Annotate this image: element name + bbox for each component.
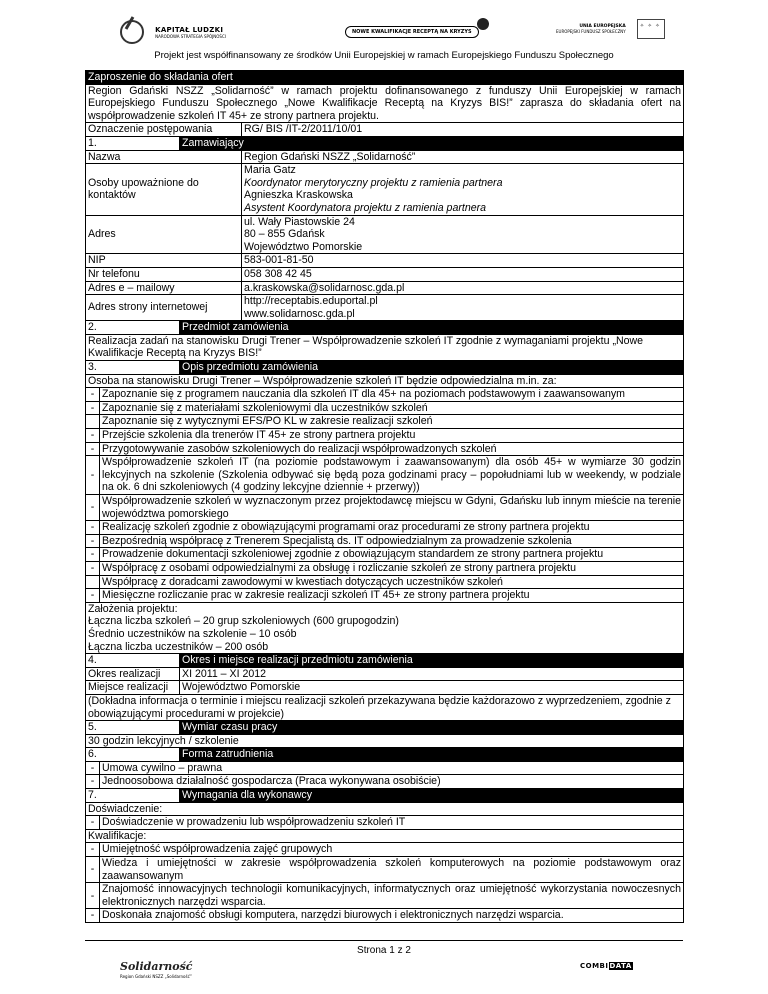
section-3-list-item-dash: - — [86, 495, 100, 521]
section-4-number: 4. — [86, 654, 180, 668]
section-3-list-item — [86, 429, 684, 443]
eu-logo-title: UNIA EUROPEJSKA — [579, 24, 626, 29]
osoba-1-role: Koordynator merytoryczny projektu z ramienia partnera — [244, 176, 503, 189]
page-header — [0, 0, 768, 68]
section-3-list-item — [86, 589, 684, 603]
kwalifikacje-list-item-dash: - — [86, 843, 100, 857]
nip-label: NIP — [86, 254, 242, 268]
miejsce-row — [86, 681, 684, 695]
doswiadczenie-title-row — [86, 802, 684, 816]
zalozenia-row — [86, 602, 684, 653]
telefon-row — [86, 267, 684, 281]
kwalifikacje-list-item-text: Umiejętność współprowadzenia zajęć grupowych — [100, 843, 684, 857]
oznaczenie-label: Oznaczenie postępowania — [86, 123, 242, 137]
adres-value — [242, 215, 684, 254]
section-4-header — [86, 654, 684, 668]
kwalifikacje-list-item — [86, 857, 684, 883]
section-4-note: (Dokładna informacja o terminie i miejscu realizacji szkoleń przekazywana będzie każdorazowo z wyprzedzeniem, zgodnie z obowiązującymi procedurami w projekcie) — [86, 694, 684, 720]
section-6-number: 6. — [86, 748, 180, 762]
section-3-list-item-dash: - — [86, 456, 100, 495]
www-link-2[interactable]: www.solidarnosc.gda.pl — [244, 307, 355, 320]
kapital-ludzki-title: KAPITAŁ LUDZKI — [155, 25, 224, 34]
section-4-title: Okres i miejsce realizacji przedmiotu zamówienia — [180, 654, 684, 668]
eu-logo-subtitle: EUROPEJSKI FUNDUSZ SPOŁECZNY — [556, 29, 626, 34]
section-3-list-item-dash — [86, 575, 100, 589]
osoba-2-name: Agnieszka Kraskowska — [244, 189, 353, 202]
section-3-list-item-text: Prowadzenie dokumentacji szkoleniowej zgodnie z obowiązującym standardem ze strony partnera projektu — [100, 548, 684, 562]
eu-flag-icon — [637, 19, 665, 39]
nowe-kwalifikacje-logo-text: NOWE KWALIFIKACJE RECEPTĄ NA KRYZYS — [345, 26, 479, 38]
cofinancing-note: Projekt jest współfinansowany ze środków Unii Europejskiej w ramach Europejskiego Funduszu Społecznego — [154, 50, 614, 61]
osoby-label: Osoby upoważnione do kontaktów — [86, 164, 242, 215]
combidata-logo-a: COMBI — [580, 962, 609, 970]
document-body — [85, 70, 683, 923]
section-3-list-item-text: Współprowadzenie szkoleń w wyznaczonym przez projektodawcę miejscu w Gdyni, Gdańsku lub innym mieście na terenie województwa pomorskiego — [100, 495, 684, 521]
www-value — [242, 295, 684, 321]
miejsce-label: Miejsce realizacji — [86, 681, 180, 695]
eu-logo — [556, 18, 665, 39]
nowe-kwalifikacje-logo — [345, 18, 489, 38]
oznaczenie-value: RG/ BIS /IT-2/2011/10/01 — [242, 123, 684, 137]
www-link-1[interactable]: http://receptabis.eduportal.pl — [244, 295, 378, 308]
email-value[interactable]: a.kraskowska@solidarnosc.gda.pl — [242, 281, 684, 295]
email-label: Adres e – mailowy — [86, 281, 242, 295]
kwalifikacje-list-item-dash: - — [86, 857, 100, 883]
zalozenia-3: Łączna liczba uczestników – 200 osób — [88, 640, 269, 653]
intro-text: Region Gdański NSZZ „Solidarność” w ramach projektu dofinansowanego z funduszy Unii Europejskiej w ramach Europejskiego Funduszu Społecznego „Nowe Kwalifikacje Receptą na Kryzys BIS!” zaprasza do składania ofert na współprowadzenie szkoleń IT 45+ ze strony partnera projektu. — [86, 84, 684, 123]
doswiadczenie-list — [86, 816, 684, 830]
section-3-list-item — [86, 575, 684, 589]
section-6-list-item-text: Umowa cywilno – prawna — [100, 761, 684, 775]
kapital-ludzki-logo — [120, 20, 226, 44]
doc-title-row — [86, 71, 684, 85]
kwalifikacje-list-item-text: Znajomość innowacyjnych technologii komunikacyjnych, informatycznych oraz umiejętność wykorzystania nowoczesnych elektronicznych narzędzi wsparcia. — [100, 883, 684, 909]
section-3-list-item — [86, 521, 684, 535]
section-3-list-item — [86, 495, 684, 521]
section-6-list-item — [86, 761, 684, 775]
section-1-number: 1. — [86, 136, 180, 150]
section-3-intro: Osoba na stanowisku Drugi Trener – Współprowadzenie szkoleń IT będzie odpowiedzialna m.in. za: — [86, 374, 684, 388]
section-3-list-item — [86, 561, 684, 575]
doswiadczenie-list-item-text: Doświadczenie w prowadzeniu lub współprowadzeniu szkoleń IT — [100, 816, 684, 830]
section-3-list-item-dash: - — [86, 548, 100, 562]
section-3-list-item-text: Przygotowywanie zasobów szkoleniowych do realizacji współprowadzonych szkoleń — [100, 442, 684, 456]
nip-row — [86, 254, 684, 268]
footer-divider — [85, 940, 683, 941]
section-6-list-item-text: Jednoosobowa działalność gospodarcza (Praca wykonywana osobiście) — [100, 775, 684, 789]
section-3-list-item-dash: - — [86, 561, 100, 575]
section-6-title: Forma zatrudnienia — [180, 748, 684, 762]
kwalifikacje-title: Kwalifikacje: — [86, 829, 684, 843]
section-5-title: Wymiar czasu pracy — [180, 721, 684, 735]
section-3-list-item-text: Przejście szkolenia dla trenerów IT 45+ ze strony partnera projektu — [100, 429, 684, 443]
zalozenia-title: Założenia projektu: — [88, 602, 178, 615]
section-3-list-item-text: Współpracę z doradcami zawodowymi w kwestiach dotyczących uczestników szkoleń — [100, 575, 684, 589]
kapital-ludzki-mark-icon — [120, 20, 144, 44]
section-5-number: 5. — [86, 721, 180, 735]
telefon-value: 058 308 42 45 — [242, 267, 684, 281]
section-6-list-item-dash: - — [86, 761, 100, 775]
doswiadczenie-title: Doświadczenie: — [86, 802, 684, 816]
section-6-list-item-dash: - — [86, 775, 100, 789]
osoby-value — [242, 164, 684, 215]
intro-row — [86, 84, 684, 123]
section-7-title: Wymagania dla wykonawcy — [180, 789, 684, 803]
miejsce-value: Województwo Pomorskie — [180, 681, 684, 695]
oznaczenie-row — [86, 123, 684, 137]
nazwa-row — [86, 150, 684, 164]
www-label: Adres strony internetowej — [86, 295, 242, 321]
adres-row — [86, 215, 684, 254]
kwalifikacje-list — [86, 843, 684, 923]
solidarnosc-logo — [120, 955, 192, 979]
email-row — [86, 281, 684, 295]
nip-value: 583-001-81-50 — [242, 254, 684, 268]
section-3-list-item-dash: - — [86, 534, 100, 548]
section-3-number: 3. — [86, 361, 180, 375]
section-3-intro-row — [86, 374, 684, 388]
osoby-row — [86, 164, 684, 215]
section-3-list-item-text: Realizację szkoleń zgodnie z obowiązującymi programami oraz procedurami ze strony partnera projektu — [100, 521, 684, 535]
kwalifikacje-list-item — [86, 909, 684, 923]
adres-region: Województwo Pomorskie — [244, 240, 363, 253]
section-6-list-item — [86, 775, 684, 789]
page-number: Strona 1 z 2 — [357, 945, 411, 956]
solidarnosc-logo-subtitle: Region Gdański NSZZ „Solidarność” — [120, 974, 192, 979]
solidarnosc-logo-word: Solidarność — [120, 960, 193, 973]
kwalifikacje-list-item — [86, 843, 684, 857]
okres-value: XI 2011 – XI 2012 — [180, 667, 684, 681]
section-5-text: 30 godzin lekcyjnych / szkolenie — [86, 734, 684, 748]
adres-city: 80 – 855 Gdańsk — [244, 228, 325, 241]
section-3-list-item — [86, 388, 684, 402]
section-3-list — [86, 388, 684, 603]
osoba-1-name: Maria Gatz — [244, 164, 296, 177]
nazwa-value: Region Gdański NSZZ „Solidarność” — [242, 150, 684, 164]
section-6-list — [86, 761, 684, 788]
section-3-list-item-text: Współpracę z osobami odpowiedzialnymi za obsługę i rozliczanie szkoleń ze strony partnera projektu — [100, 561, 684, 575]
doswiadczenie-list-item-dash: - — [86, 816, 100, 830]
section-3-list-item-dash — [86, 415, 100, 429]
kwalifikacje-list-item — [86, 883, 684, 909]
kwalifikacje-list-item-dash: - — [86, 883, 100, 909]
zalozenia-1: Łączna liczba szkoleń – 20 grup szkoleniowych (600 grupogodzin) — [88, 615, 399, 628]
section-3-list-item — [86, 401, 684, 415]
section-3-list-item — [86, 415, 684, 429]
www-row — [86, 295, 684, 321]
section-1-header — [86, 136, 684, 150]
doc-title: Zaproszenie do składania ofert — [86, 71, 684, 85]
section-3-list-item-dash: - — [86, 429, 100, 443]
section-3-list-item-text: Zapoznanie się z programem nauczania dla szkoleń IT dla 45+ na poziomach podstawowym i zaawansowanym — [100, 388, 684, 402]
section-3-list-item-dash: - — [86, 401, 100, 415]
section-3-title: Opis przedmiotu zamówienia — [180, 361, 684, 375]
section-3-list-item-dash: - — [86, 521, 100, 535]
section-7-number: 7. — [86, 789, 180, 803]
kwalifikacje-title-row — [86, 829, 684, 843]
adres-street: ul. Wały Piastowskie 24 — [244, 215, 355, 228]
combidata-logo — [580, 962, 633, 970]
zalozenia — [86, 602, 684, 653]
section-5-header — [86, 721, 684, 735]
kwalifikacje-list-item-text: Wiedza i umiejętności w zakresie współprowadzenia szkoleń komputerowych na poziomie podstawowym oraz zaawansowanym — [100, 857, 684, 883]
section-2-row — [86, 334, 684, 360]
section-3-list-item-dash: - — [86, 388, 100, 402]
adres-label: Adres — [86, 215, 242, 254]
section-3-list-item-dash: - — [86, 442, 100, 456]
nowe-kwalifikacje-badge-icon — [477, 18, 489, 30]
section-2-text: Realizacja zadań na stanowisku Drugi Trener – Współprowadzenie szkoleń IT zgodnie z wymaganiami projektu „Nowe Kwalifikacje Receptą na Kryzys BIS!” — [86, 334, 684, 360]
section-3-list-item-text: Zapoznanie się z materiałami szkoleniowymi dla uczestników szkoleń — [100, 401, 684, 415]
section-3-list-item-text: Miesięczne rozliczanie prac w zakresie realizacji szkoleń IT 45+ ze strony partnera projektu — [100, 589, 684, 603]
kapital-ludzki-subtitle: NARODOWA STRATEGIA SPÓJNOŚCI — [155, 33, 226, 39]
combidata-logo-b: DATA — [609, 962, 632, 970]
section-4-note-row — [86, 694, 684, 720]
offer-table — [85, 70, 684, 923]
section-3-list-item-text: Bezpośrednią współpracę z Trenerem Specjalistą ds. IT odpowiedzialnym za prowadzenie szkolenia — [100, 534, 684, 548]
section-1-title: Zamawiający — [180, 136, 684, 150]
section-3-header — [86, 361, 684, 375]
section-3-list-item — [86, 442, 684, 456]
zalozenia-2: Średnio uczestników na szkolenie – 10 osób — [88, 627, 297, 640]
doswiadczenie-list-item — [86, 816, 684, 830]
kwalifikacje-list-item-text: Doskonała znajomość obsługi komputera, narzędzi biurowych i elektronicznych narzędzi wsparcia. — [100, 909, 684, 923]
section-6-header — [86, 748, 684, 762]
section-7-header — [86, 789, 684, 803]
kwalifikacje-list-item-dash: - — [86, 909, 100, 923]
section-2-number: 2. — [86, 321, 180, 335]
section-3-list-item-text: Zapoznanie się z wytycznymi EFS/PO KL w zakresie realizacji szkoleń — [100, 415, 684, 429]
section-2-title: Przedmiot zamówienia — [180, 321, 684, 335]
osoba-2-role: Asystent Koordynatora projektu z ramienia partnera — [244, 201, 487, 214]
section-5-row — [86, 734, 684, 748]
section-3-list-item-dash: - — [86, 589, 100, 603]
section-3-list-item — [86, 548, 684, 562]
section-3-list-item — [86, 456, 684, 495]
section-3-list-item — [86, 534, 684, 548]
section-2-header — [86, 321, 684, 335]
okres-row — [86, 667, 684, 681]
section-3-list-item-text: Współprowadzenie szkoleń IT (na poziomie podstawowym i zaawansowanym) dla osób 45+ w wymiarze 30 godzin lekcyjnych na szkolenie (Szkolenia odbywać się będą poza godzinami pracy – popołudniami lub w weekendy, w podziale na ok. 6 dni szkoleniowych (4 godziny lekcyjne dziennie + przerwy)) — [100, 456, 684, 495]
telefon-label: Nr telefonu — [86, 267, 242, 281]
nazwa-label: Nazwa — [86, 150, 242, 164]
okres-label: Okres realizacji — [86, 667, 180, 681]
